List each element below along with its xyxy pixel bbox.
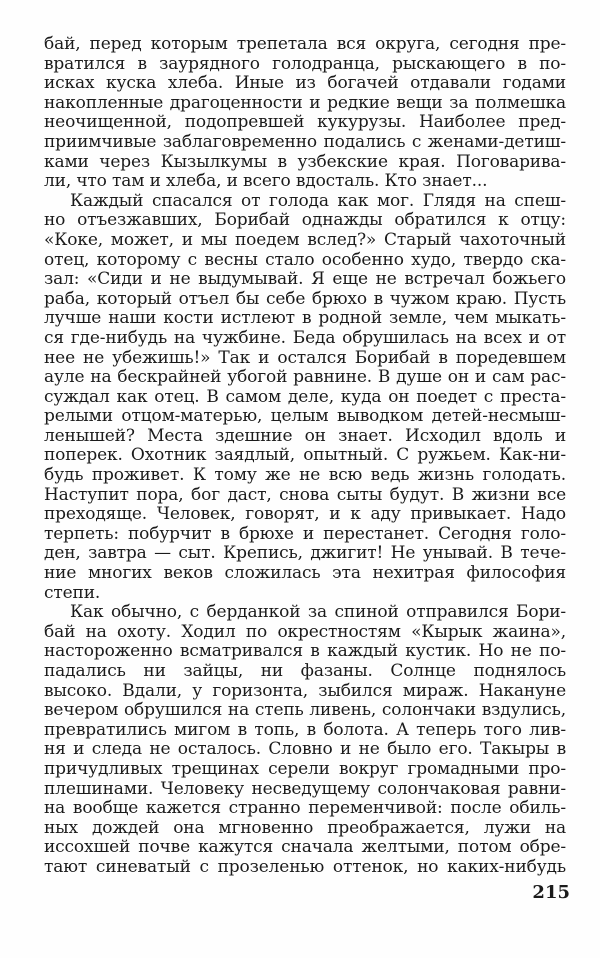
text-line: на вообще кажется странно переменчивой: после обиль- [44, 799, 566, 819]
text-line: лучше наши кости истлеют в родной земле, чем мыкать- [44, 309, 566, 329]
text-line: Наступит пора, бог даст, снова сыты будут. В жизни все [44, 485, 566, 505]
text-line: вратился в заурядного голодранца, рыскающего в по- [44, 54, 566, 74]
text-line: ден, завтра — сыт. Крепись, джигит! Не унывай. В тече- [44, 544, 566, 564]
text-line: «Коке, может, и мы поедем вслед?» Старый чахоточный [44, 230, 566, 250]
text-line: ауле на бескрайней убогой равнине. В душе он и сам рас- [44, 368, 566, 388]
text-line: превратились мигом в топь, в болота. А теперь того лив- [44, 720, 566, 740]
text-line: плешинами. Человеку несведущему солончаковая равни- [44, 779, 566, 799]
text-line: иссохшей почве кажутся сначала желтыми, потом обре- [44, 838, 566, 858]
text-line: бай, перед которым трепетала вся округа, сегодня пре- [44, 35, 566, 54]
text-line: релыми отцом-матерью, целым выводком детей-несмыш- [44, 407, 566, 427]
text-line: преходяще. Человек, говорят, и к аду привыкает. Надо [44, 505, 566, 525]
text-line: исках куска хлеба. Иные из богачей отдавали годами [44, 74, 566, 94]
text-line: вечером обрушился на степь ливень, солончаки вздулись, [44, 701, 566, 721]
text-line: ние многих веков сложилась эта нехитрая философия [44, 564, 566, 584]
text-line: тают синеватый с прозеленью оттенок, но каких-нибудь [44, 857, 566, 877]
text-line: поперек. Охотник заядлый, опытный. С ружьем. Как-ни- [44, 446, 566, 466]
text-line: ня и следа не осталось. Словно и не было его. Такыры в [44, 740, 566, 760]
text-line: будь проживет. К тому же не всю ведь жизнь голодать. [44, 466, 566, 486]
text-line: неочищенной, подопревшей кукурузы. Наиболее пред- [44, 113, 566, 133]
text-line: высоко. Вдали, у горизонта, зыбился мираж. Накануне [44, 681, 566, 701]
body-text [44, 35, 566, 878]
text-line: ся где-нибудь на чужбине. Беда обрушилась на всех и от [44, 328, 566, 348]
text-line: но отъезжавших, Борибай однажды обратился к отцу: [44, 211, 566, 231]
text-line: бай на охоту. Ходил по окрестностям «Кырык жаина», [44, 622, 566, 642]
text-line: приимчивые заблаговременно подались с женами-детиш- [44, 132, 566, 152]
text-line: ленышей? Места здешние он знает. Исходил вдоль и [44, 426, 566, 446]
page-number: 215 [532, 882, 570, 903]
text-line: степи. [44, 583, 101, 603]
text-line: причудливых трещинах серели вокруг громадными про- [44, 759, 566, 779]
text-line: отец, которому с весны стало особенно худо, твердо ска- [44, 250, 566, 270]
text-line: зал: «Сиди и не выдумывай. Я еще не встречал божьего [44, 270, 566, 290]
paragraph-first-line: Каждый спасался от голода как мог. Глядя на спеш- [70, 191, 566, 211]
text-line: накопленные драгоценности и редкие вещи за полмешка [44, 93, 566, 113]
text-line: ных дождей она мгновенно преображается, лужи на [44, 818, 566, 838]
text-line: ли, что там и хлеба, и всего вдосталь. Кто знает... [44, 172, 488, 192]
text-line: терпеть: побурчит в брюхе и перестанет. Сегодня голо- [44, 524, 566, 544]
text-line: падались ни зайцы, ни фазаны. Солнце поднялось [44, 662, 566, 681]
text-line: настороженно всматривался в каждый кустик. Но не по- [44, 642, 566, 662]
text-line: раба, который отъел бы себе брюхо в чужом краю. Пусть [44, 289, 566, 309]
text-line: нее не убежишь!» Так и остался Борибай в поредевшем [44, 348, 566, 368]
text-line: ками через Кызылкумы в узбекские края. Поговарива- [44, 152, 566, 172]
text-line: суждал как отец. В самом деле, куда он поедет с преста- [44, 387, 566, 407]
paragraph-first-line: Как обычно, с берданкой за спиной отправился Бори- [70, 603, 566, 623]
